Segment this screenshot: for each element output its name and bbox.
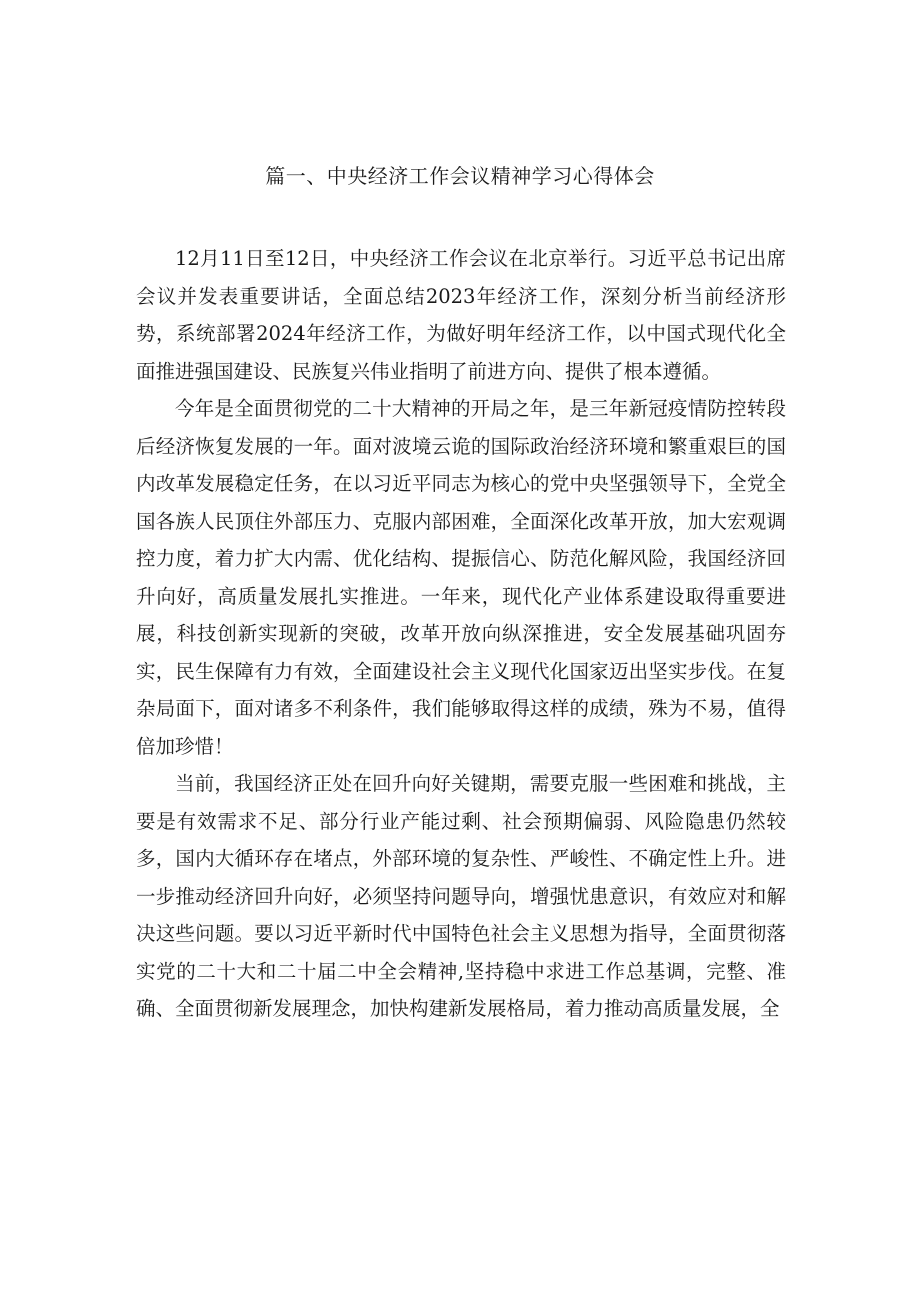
paragraph-3: 当前，我国经济正处在回升向好关键期，需要克服一些困难和挑战，主要是有效需求不足、部分行业产能过剩、社会预期偏弱、风险隐患仍然较多，国内大循环存在堵点，外部环境的复杂性、严峻性、不确定性上升。进一步推动经济回升向好，必须坚持问题导向，增强忧患意识，有效应对和解决这些问题。要以习近平新时代中国特色社会主义思想为指导，全面贯彻落实党的二十大和二十届二中全会精神,坚持稳中求进工作总基调，完整、准确、全面贯彻新发展理念，加快构建新发展格局，着力推动高质量发展，全 — [136, 772, 786, 1020]
paragraph-2: 今年是全面贯彻党的二十大精神的开局之年，是三年新冠疫情防控转段后经济恢复发展的一年。面对波境云诡的国际政治经济环境和繁重艰巨的国内改革发展稳定任务，在以习近平同志为核心的党中央坚强领导下，全党全国各族人民顶住外部压力、克服内部困难，全面深化改革开放，加大宏观调控力度，着力扩大内需、优化结构、提振信心、防范化解风险，我国经济回升向好，高质量发展扎实推进。一年来，现代化产业体系建设取得重要进展，科技创新实现新的突破，改革开放向纵深推进，安全发展基础巩固夯实，民生保障有力有效，全面建设社会主义现代化国家迈出坚实步伐。在复杂局面下，面对诸多不利条件，我们能够取得这样的成绩，殊为不易，值得倍加珍惜！ — [136, 397, 786, 758]
document-title: 篇一、中央经济工作会议精神学习心得体会 — [265, 164, 655, 188]
document-body — [136, 240, 786, 1028]
paragraph-1: 12月11日至12日，中央经济工作会议在北京举行。习近平总书记出席会议并发表重要讲话，全面总结2023年经济工作，深刻分析当前经济形势，系统部署2024年经济工作，为做好明年经济工作，以中国式现代化全面推进强国建设、民族复兴伟业指明了前进方向、提供了根本遵循。 — [136, 247, 786, 383]
